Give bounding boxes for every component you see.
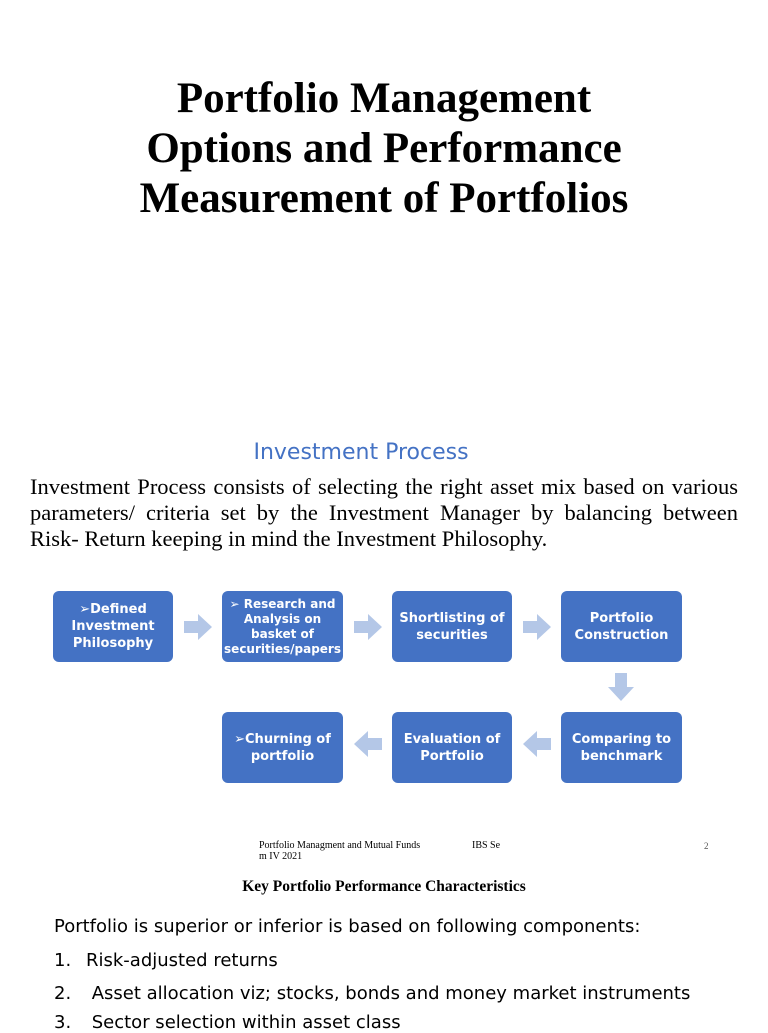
arrow-left-icon [523, 731, 551, 757]
step-churning-of-portfolio: ➢Churning of portfolio [222, 712, 343, 783]
step-shortlisting-of-securities: Shortlisting of securities [392, 591, 512, 662]
slide-title [0, 74, 768, 224]
investment-process-heading: Investment Process [253, 440, 469, 465]
step-research-and-analysis: ➢ Research and Analysis on basket of securities/papers [222, 591, 343, 662]
arrow-right-icon [184, 614, 212, 640]
step-comparing-to-benchmark: Comparing to benchmark [561, 712, 682, 783]
step-portfolio-construction: Portfolio Construction [561, 591, 682, 662]
title-line-2: Options and Performance [146, 125, 622, 172]
investment-process-intro: Investment Process consists of selecting the right asset mix based on various parameters/ criteria set by the Investment Manager by balancing between Risk- Return keeping in mind the Investment Philosophy. [30, 474, 738, 551]
list-text: Risk-adjusted returns [86, 950, 278, 971]
performance-lead: Portfolio is superior or inferior is based on following components: [54, 916, 641, 937]
step-evaluation-of-portfolio: Evaluation of Portfolio [392, 712, 512, 783]
list-item [54, 950, 278, 971]
title-line-3: Measurement of Portfolios [139, 175, 629, 222]
step-defined-investment-philosophy: ➢Defined Investment Philosophy [53, 591, 173, 662]
performance-heading: Key Portfolio Performance Characteristics [242, 878, 526, 895]
footer-semester: m IV 2021 [259, 851, 303, 862]
list-text: Sector selection within asset class [86, 1012, 401, 1033]
footer-institute: IBS Se [472, 840, 501, 851]
list-item [54, 1012, 401, 1033]
arrow-left-icon [354, 731, 382, 757]
list-text: Asset allocation viz; stocks, bonds and money market instruments [86, 983, 691, 1004]
list-number: 1. [54, 950, 72, 971]
arrow-right-icon [523, 614, 551, 640]
list-item [54, 983, 690, 1004]
list-number: 3. [54, 1012, 72, 1033]
title-line-1: Portfolio Management [176, 75, 592, 122]
list-number: 2. [54, 983, 72, 1004]
arrow-right-icon [354, 614, 382, 640]
footer-course-name: Portfolio Managment and Mutual Funds [259, 840, 421, 851]
arrow-down-icon [608, 673, 634, 701]
page-number: 2 [704, 841, 709, 851]
